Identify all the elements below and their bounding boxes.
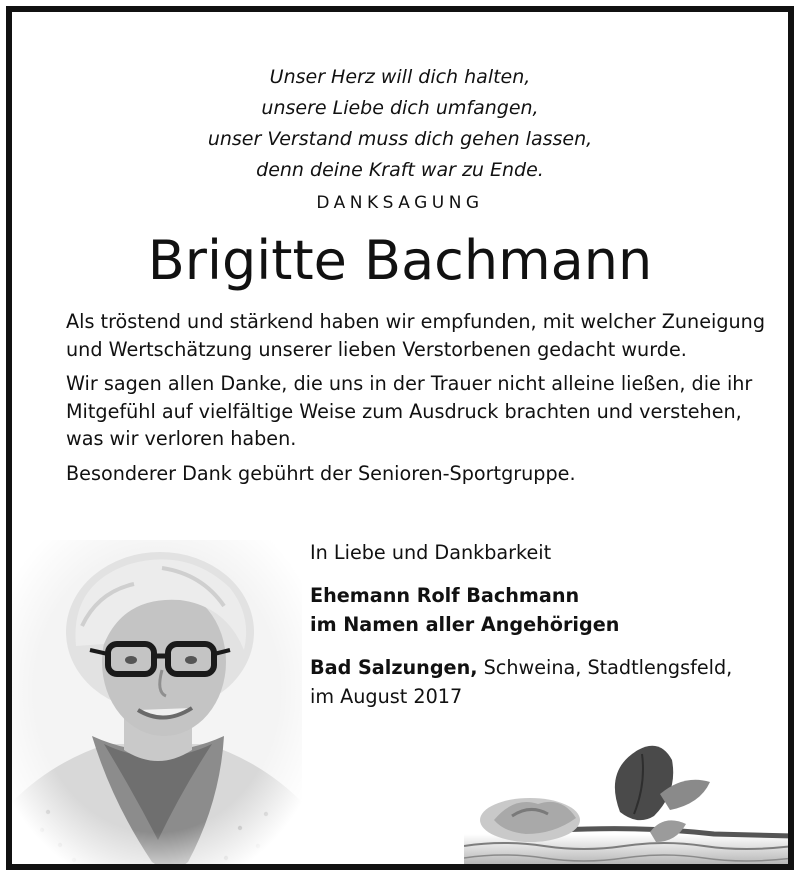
place-date-block <box>310 653 780 711</box>
deceased-name: Brigitte Bachmann <box>147 229 653 292</box>
place-line <box>310 653 780 682</box>
closing-phrase: In Liebe und Dankbarkeit <box>310 541 552 564</box>
thanks-paragraph: Als tröstend und stärkend haben wir empfunden, mit welcher Zuneigung und Wertschätzung unserer lieben Verstorbenen gedacht wurde. <box>66 310 766 361</box>
signer-name: Ehemann Rolf Bachmann <box>310 584 580 607</box>
verse-line: denn deine Kraft war zu Ende. <box>256 159 544 181</box>
thanks-paragraph: Wir sagen allen Danke, die uns in der Trauer nicht alleine ließen, die ihr Mitgefühl auf vielfältige Weise zum Ausdruck brachten und verstehen, was wir verloren haben. <box>66 372 753 451</box>
portrait-photo <box>12 540 302 870</box>
thanks-text <box>66 308 766 495</box>
verse-line: Unser Herz will dich halten, <box>269 66 531 88</box>
verse-line: unsere Liebe dich umfangen, <box>261 97 539 119</box>
place-primary: Bad Salzungen, <box>310 656 478 679</box>
place-others: Schweina, Stadtlengsfeld, <box>477 656 733 679</box>
closing-section <box>310 538 780 725</box>
notice-date: im August 2017 <box>310 685 463 708</box>
memorial-verse <box>12 62 788 186</box>
verse-line: unser Verstand muss dich gehen lassen, <box>207 128 593 150</box>
portrait-illustration <box>12 540 302 870</box>
notice-heading: DANKSAGUNG <box>316 193 484 213</box>
rose-on-water-illustration <box>464 734 794 870</box>
signature-block <box>310 581 780 639</box>
obituary-notice <box>6 6 794 870</box>
signer-note: im Namen aller Angehörigen <box>310 613 620 636</box>
rose-decoration <box>464 734 794 870</box>
thanks-paragraph: Besonderer Dank gebührt der Senioren-Sportgruppe. <box>66 461 576 485</box>
